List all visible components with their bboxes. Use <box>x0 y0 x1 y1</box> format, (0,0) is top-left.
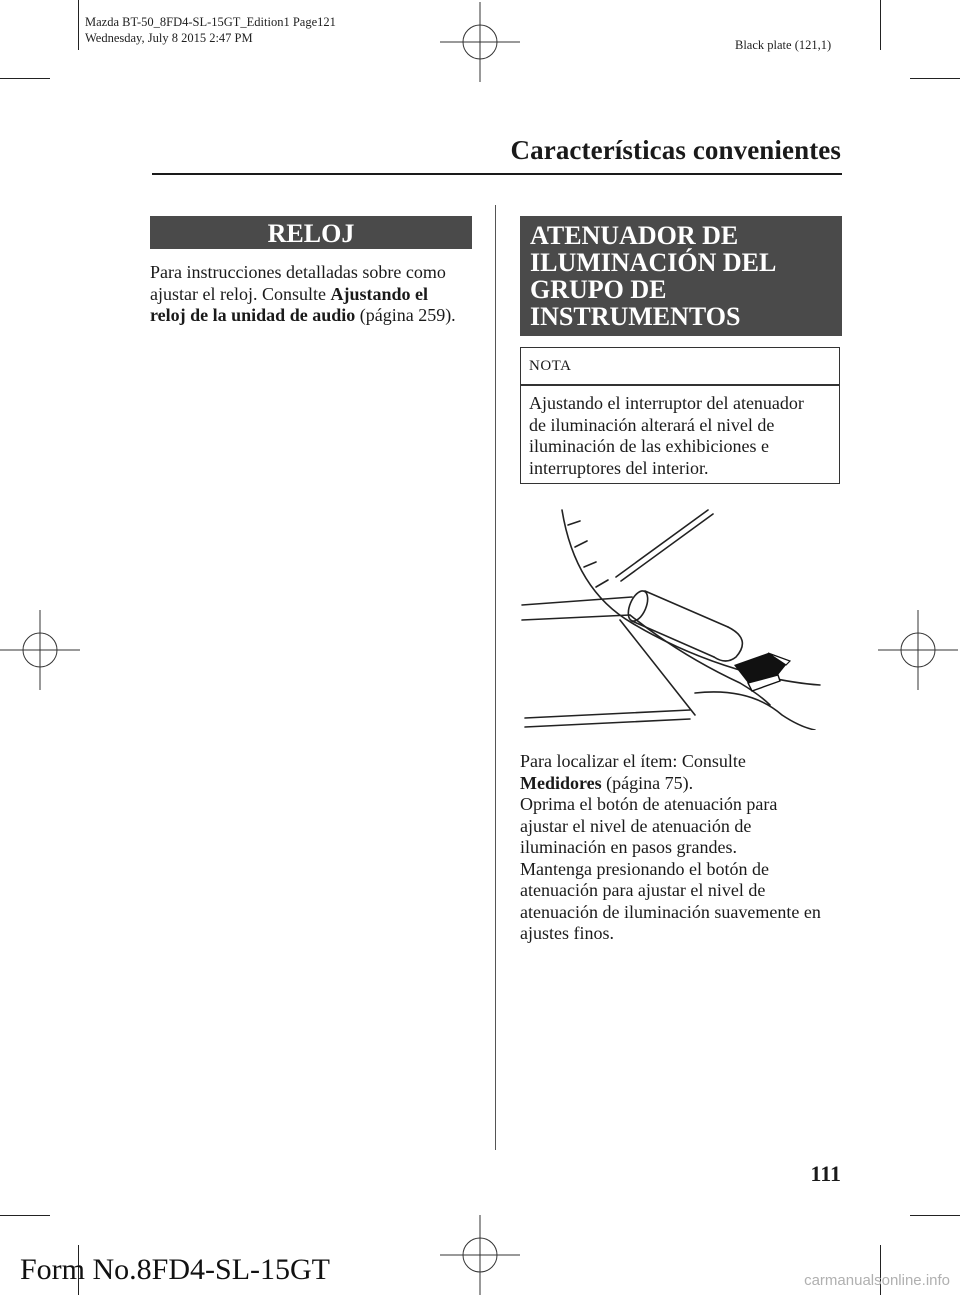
body-line-2: ajustar el nivel de atenuación de <box>520 815 752 836</box>
atenuador-body <box>520 751 850 945</box>
atenuador-heading-line-1: ATENUADOR DE <box>530 221 739 250</box>
atenuador-heading-line-4: INSTRUMENTOS <box>530 302 741 331</box>
body-line-1: Oprima el botón de atenuación para <box>520 794 778 814</box>
running-title: Características convenientes <box>510 135 841 165</box>
registration-mark-bottom <box>440 1215 520 1295</box>
section-heading-atenuador <box>520 216 842 336</box>
body-line-3: iluminación en pasos grandes. <box>520 837 737 857</box>
atenuador-heading-line-3: GRUPO DE <box>530 275 667 304</box>
registration-mark-top <box>440 2 520 82</box>
form-number: Form No.8FD4-SL-15GT <box>20 1253 331 1286</box>
medidores-link[interactable]: Medidores <box>520 772 602 793</box>
print-slug <box>85 14 336 46</box>
registration-mark-left <box>0 610 80 690</box>
registration-mark-right <box>878 610 958 690</box>
reloj-line-3 <box>150 305 480 327</box>
atenuador-heading-line-2: ILUMINACIÓN DEL <box>530 248 777 277</box>
note-line-3: iluminación de las exhibiciones e <box>529 436 769 456</box>
body-line-4: Mantenga presionando el botón de <box>520 858 769 879</box>
note-text <box>529 393 829 479</box>
black-plate-label: Black plate (121,1) <box>735 38 832 52</box>
crop-mark-tr-v <box>880 0 881 50</box>
crop-mark-br-h <box>910 1215 960 1216</box>
dimmer-knob-illustration <box>520 505 842 730</box>
page-number: 111 <box>810 1161 841 1186</box>
note-rule <box>521 384 839 386</box>
slug-line-2: Wednesday, July 8 2015 2:47 PM <box>85 31 253 45</box>
locate-line: Para localizar el ítem: Consulte <box>520 751 746 771</box>
note-line-1: Ajustando el interruptor del atenuador <box>529 393 804 413</box>
column-divider <box>495 205 496 1150</box>
watermark: carmanualsonline.info <box>804 1272 950 1289</box>
slug-line-1: Mazda BT-50_8FD4-SL-15GT_Edition1 Page121 <box>85 15 336 29</box>
crop-mark-tr-h <box>910 78 960 79</box>
reloj-page-ref: (página 259). <box>355 305 456 325</box>
crop-mark-tl-v <box>78 0 79 50</box>
reloj-line-1: Para instrucciones detalladas sobre como <box>150 262 446 282</box>
note-line-4: interruptores del interior. <box>529 457 709 478</box>
reloj-line-2-text: ajustar el reloj. Consulte <box>150 283 331 304</box>
reloj-paragraph <box>150 262 480 327</box>
body-line-7: ajustes finos. <box>520 923 614 943</box>
note-box <box>520 347 840 484</box>
locate-line-2 <box>520 773 850 795</box>
reloj-line-2 <box>150 284 480 306</box>
reloj-link-part-a[interactable]: Ajustando el <box>330 283 428 304</box>
crop-mark-tl-h <box>0 78 50 79</box>
section-heading-reloj: RELOJ <box>150 216 472 249</box>
body-line-6: atenuación de iluminación suavemente en <box>520 901 821 922</box>
medidores-page-ref: (página 75). <box>601 772 694 793</box>
reloj-link-part-b[interactable]: reloj de la unidad de audio <box>150 305 356 325</box>
body-line-5: atenuación para ajustar el nivel de <box>520 880 766 900</box>
crop-mark-bl-h <box>0 1215 50 1216</box>
note-label: NOTA <box>529 358 572 374</box>
note-line-2: de iluminación alterará el nivel de <box>529 414 775 435</box>
title-rule <box>152 173 842 175</box>
